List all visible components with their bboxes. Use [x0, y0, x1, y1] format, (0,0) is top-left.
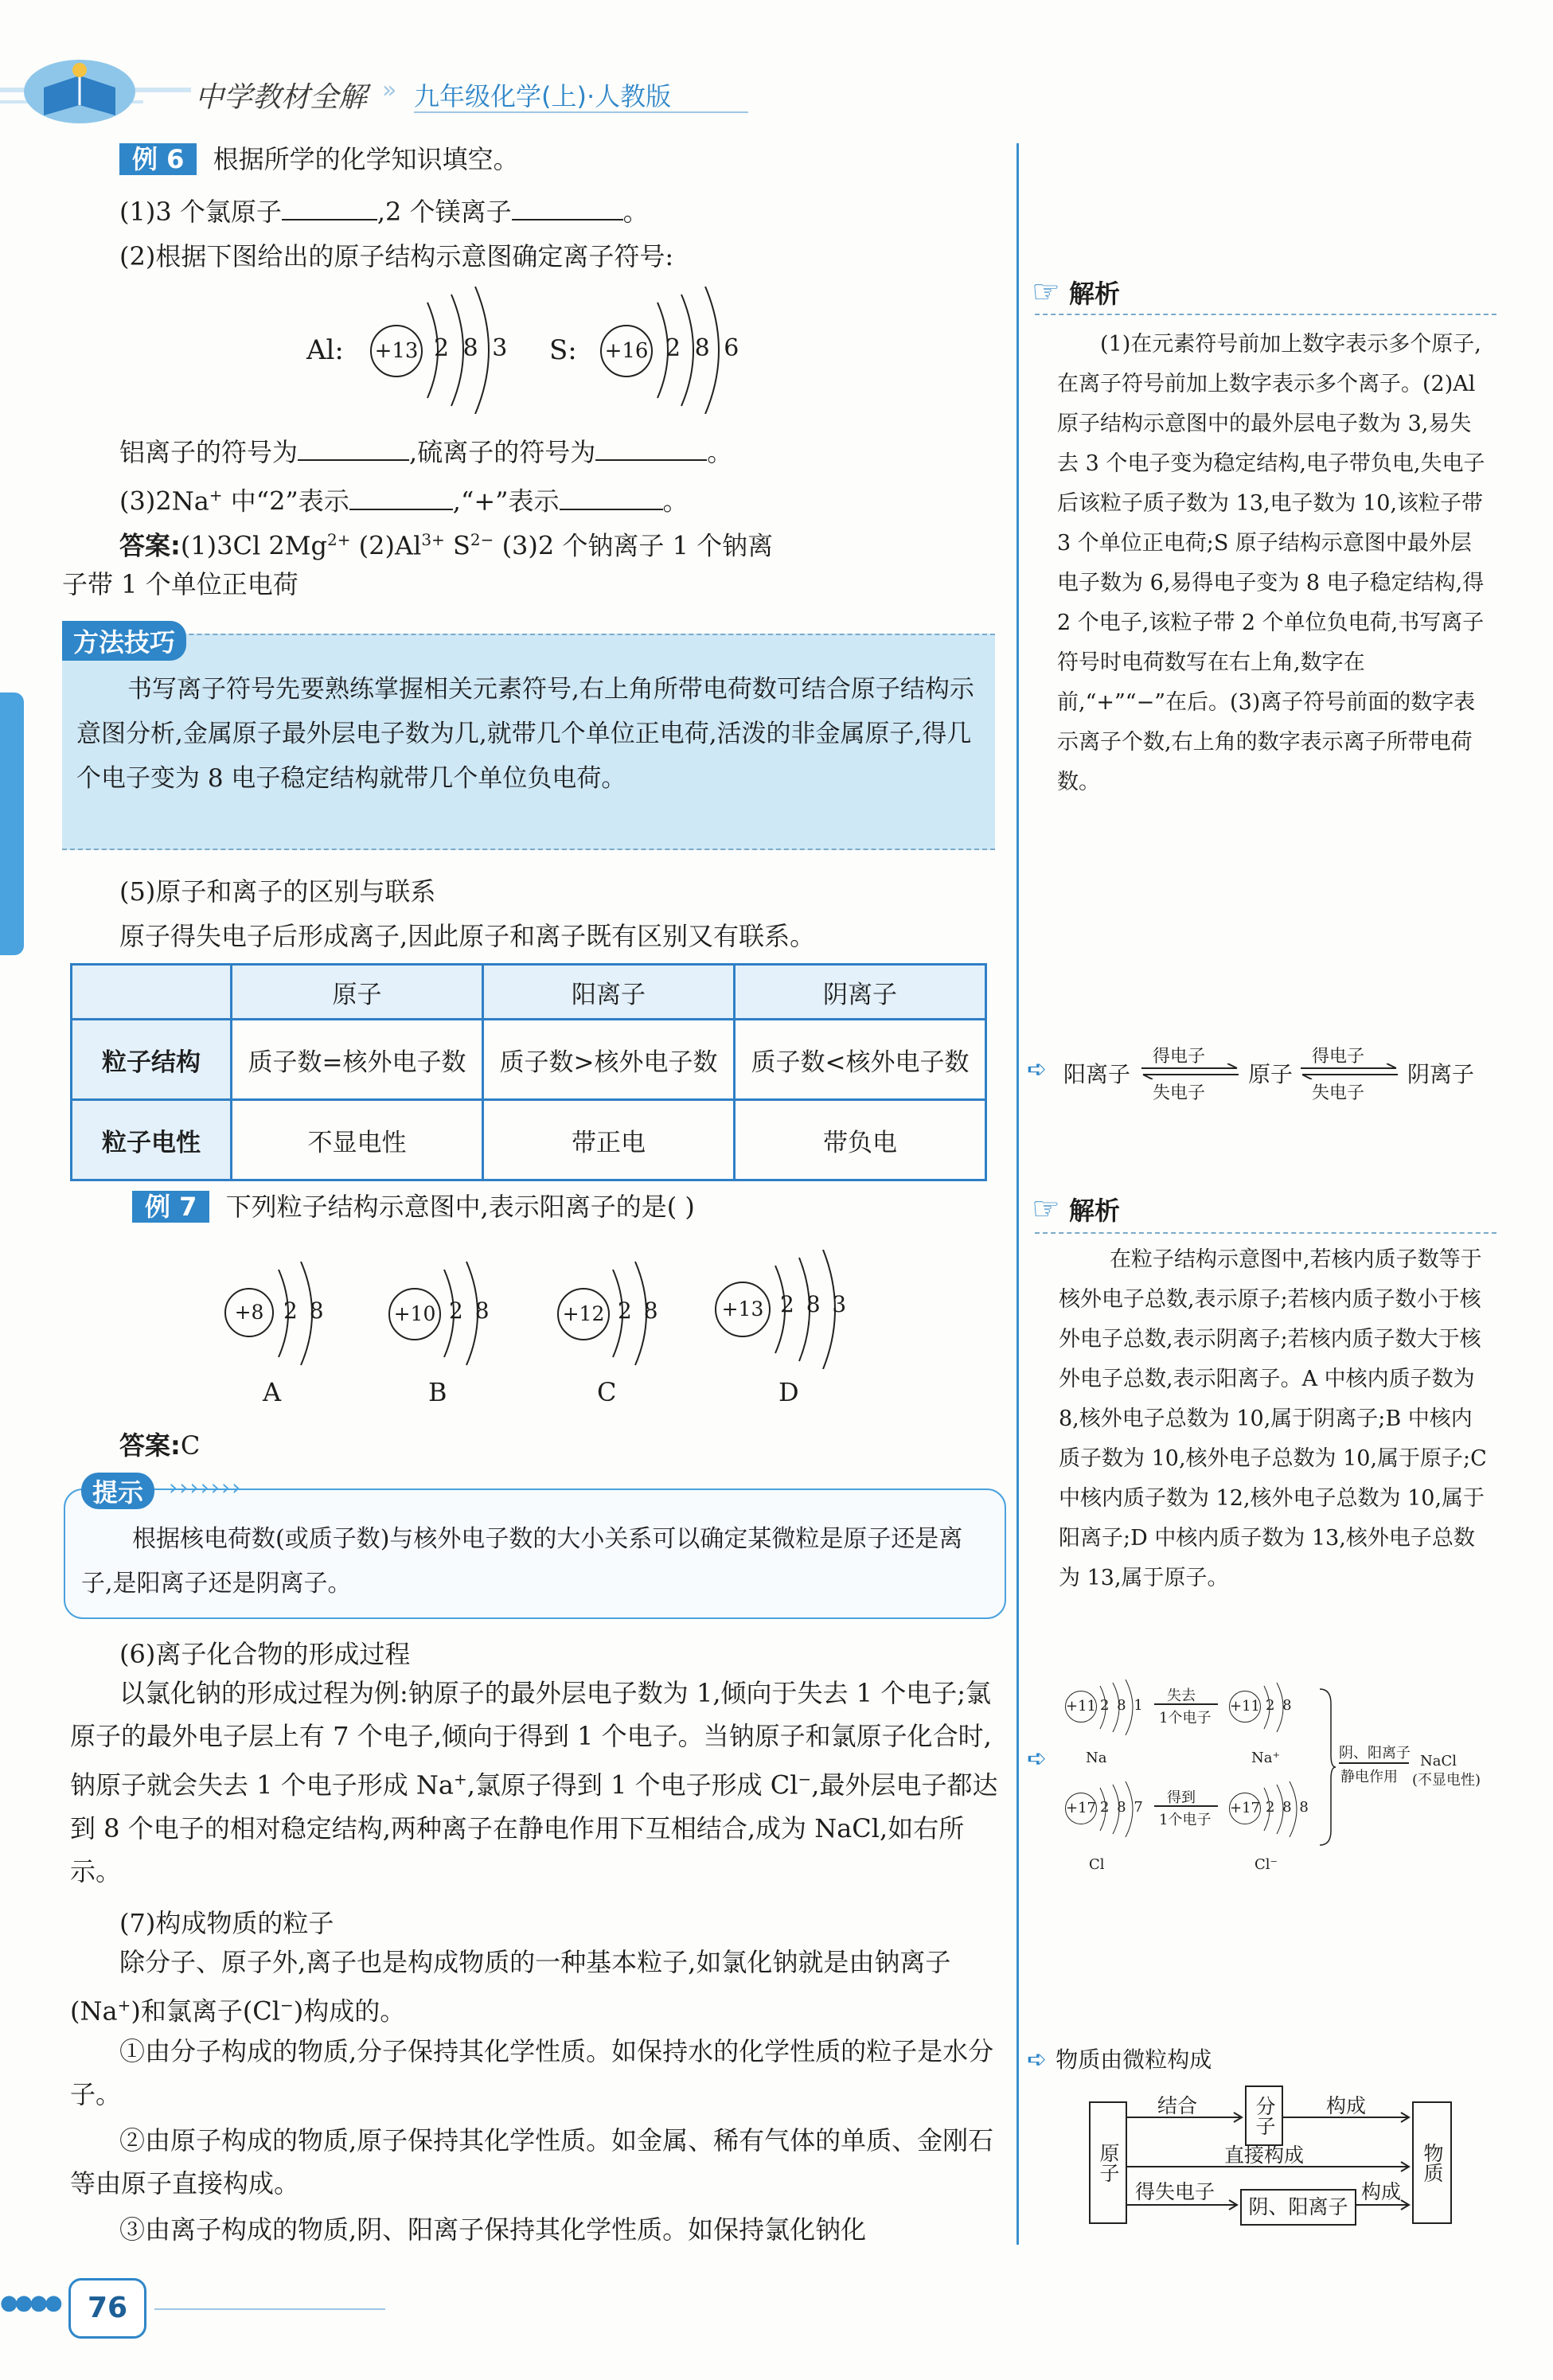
method-body: 书写离子符号先要熟练掌握相关元素符号,右上角所带电荷数可结合原子结构示意图分析,金属原子最外层电子数为几,就带几个单位正电荷,活泼的非金属原子,得几个电子变为 8 电子稳定结构就带几个单位负电荷。 [76, 675, 974, 793]
table-cell: 粒子结构 [72, 1020, 232, 1100]
blank[interactable] [282, 219, 377, 220]
ex6-answer-cont: 子带 1 个单位正电荷 [62, 569, 299, 599]
sec7-title: (7)构成物质的粒子 [119, 1908, 334, 1938]
ex6-tag: 例 6 [119, 143, 197, 175]
header-series: 中学教材全解 [195, 81, 368, 114]
pointing-hand-icon: ☞ [1032, 274, 1060, 310]
option-d[interactable]: +13 2 8 3 D [715, 1258, 922, 1417]
sec7-p2: ②由原子构成的物质,原子保持其化学性质。如金属、稀有气体的单质、金刚石等由原子直接构成。 [70, 2125, 994, 2199]
side1-rule [1035, 314, 1496, 315]
side5-heading: ➪ 物质由微粒构成 [1027, 2046, 1212, 2074]
table-cell: 原子 [232, 965, 483, 1020]
ex6-q1: (1)3 个氯原子 ,2 个镁离子 。 [119, 197, 649, 227]
sec6-title: (6)离子化合物的形成过程 [119, 1639, 411, 1669]
nacl-formation-diagram: ➪ +11 2 8 1 Na 失去 1个电子 +11 2 8 Na⁺ +17 2 8 7 Cl 得到 1个电子 +17 2 8 8 Cl⁻ 阴、阳离子 静电作用 NaCl (不显电性) [1027, 1680, 1504, 1879]
arrow-marker-icon: ➪ [1027, 1055, 1048, 1083]
method-box [62, 627, 995, 850]
blank[interactable] [560, 509, 663, 510]
option-letter: C [597, 1377, 617, 1407]
footer-dots: ●●●● [0, 2291, 60, 2315]
column-divider [1016, 143, 1019, 2245]
hint-box [64, 1474, 1006, 1619]
sec7-body: 除分子、原子外,离子也是构成物质的一种基本粒子,如氯化钠就是由钠离子(Na+)和氯离子(Cl−)构成的。 [70, 1947, 951, 2027]
box-molecule: 分子 [1245, 2085, 1283, 2146]
box-matter: 物质 [1412, 2101, 1452, 2224]
arrow-marker-icon: ➪ [1027, 2046, 1048, 2074]
s-atom-diagram: S: +16 2 8 6 [549, 287, 780, 414]
reversible-arrow-icon [1138, 1063, 1242, 1079]
comparison-table [70, 963, 987, 1181]
footer-rule [154, 2308, 385, 2310]
ex7-options [215, 1258, 931, 1417]
ex6-q2b: 铝离子的符号为 ,硫离子的符号为 。 [119, 437, 733, 467]
option-letter: B [428, 1377, 447, 1407]
side3-rule [1035, 1232, 1496, 1234]
option-a[interactable]: +8 2 8 A [215, 1258, 374, 1417]
matter-composition-diagram: 原子 分子 物质 阴、阳离子 结合 构成 直接构成 得失电子 构成 [1089, 2085, 1455, 2245]
option-b[interactable]: +10 2 8 B [380, 1258, 540, 1417]
table-cell [72, 965, 232, 1020]
blank[interactable] [595, 459, 707, 461]
blank[interactable] [298, 459, 409, 461]
s-nucleus: +16 [600, 325, 653, 377]
table-header-row [72, 965, 986, 1020]
hint-arrows: ››››››› [169, 1474, 243, 1500]
side1-body: (1)在元素符号前加上数字表示多个原子,在离子符号前加上数字表示多个离子。(2)Al 原子结构示意图中的最外层电子数为 3,易失去 3 个电子变为稳定结构,电子带负电,失电子后该粒子质子数为 13,电子数为 10,该粒子带 3 个单位正电荷;S 原子结构示意图中最外层电子数为 6,易得电子变为 8 电子稳定结构,得 2 个电子,该粒子带 2 个单位负电荷,书写离子符号时电荷数写在右上角,数字在前,“+”“−”在后。(3)离子符号前面的数字表示离子个数,右上角的数字表示离子所带电荷数。 [1057, 332, 1485, 794]
footer [0, 2277, 1553, 2380]
method-title: 方法技巧 [62, 621, 186, 661]
ex6-heading [119, 143, 519, 175]
hint-body: 根据核电荷数(或质子数)与核外电子数的大小关系可以确定某微粒是原子还是离子,是阳离子还是阴离子。 [81, 1525, 963, 1598]
ex6-q3: (3)2Na+ 中“2”表示 ,“+”表示 。 [119, 486, 689, 517]
sec6-body: 以氯化钠的形成过程为例:钠原子的最外层电子数为 1,倾向于失去 1 个电子;氯原子的最外电子层上有 7 个电子,倾向于得到 1 个电子。当钠原子和氯原子化合时,钠原子就会失去 1 个电子形成 Na+,氯原子得到 1 个电子形成 Cl−,最外层电子都达到 8 个电子的相对稳定结构,两种离子在静电作用下互相结合,成为 NaCl,如右所示。 [70, 1678, 998, 1886]
page-number: 76 [68, 2278, 146, 2339]
table-cell: 带正电 [483, 1100, 735, 1180]
sec5-intro: 原子得失电子后形成离子,因此原子和离子既有区别又有联系。 [119, 921, 816, 951]
ex7-heading [132, 1191, 695, 1223]
reversible-arrow-icon [1297, 1063, 1401, 1079]
table-row [72, 1100, 986, 1180]
chapter-side-tab [0, 693, 24, 955]
option-c[interactable]: +12 2 8 C [549, 1258, 708, 1417]
ex6-answer: 答案:(1)3Cl $2Mg^{2+}$ $(2)Al^{3+}$ $S^{2-}$ (3)2 个钠离子 1 个钠离 [119, 530, 774, 561]
pointing-hand-icon: ☞ [1032, 1191, 1060, 1227]
sec7-p3: ③由离子构成的物质,阴、阳离子保持其化学性质。如保持氯化钠化 [119, 2214, 867, 2245]
al-nucleus: +13 [370, 325, 423, 377]
bracket-icon [1318, 1687, 1337, 1847]
al-atom-diagram: Al: +13 2 8 3 [306, 287, 537, 414]
ex7-title: 下列粒子结构示意图中,表示阳离子的是( ) [225, 1192, 695, 1222]
table-cell: 质子数=核外电子数 [232, 1020, 483, 1100]
side3-heading: ☞ 解析 [1032, 1191, 1120, 1227]
table-cell: 阴离子 [735, 965, 986, 1020]
ex7-tag: 例 7 [132, 1191, 209, 1223]
table-cell: 带负电 [735, 1100, 986, 1180]
side3-body: 在粒子结构示意图中,若核内质子数等于核外电子总数,表示原子;若核内质子数小于核外电子总数,表示阴离子;若核内质子数大于核外电子总数,表示阳离子。A 中核内质子数为 8,核外电子总数为 10,属于阴离子;B 中核内质子数为 10,核外电子总数为 10,属于原子;C 中核内质子数为 12,核外电子总数为 10,属于阳离子;D 中核内质子数为 13,核外电子总数为 13,属于原子。 [1059, 1247, 1487, 1590]
box-ions: 阴、阳离子 [1240, 2189, 1356, 2226]
sec7-p1: ①由分子构成的物质,分子保持其化学性质。如保持水的化学性质的粒子是水分子。 [70, 2036, 994, 2109]
option-letter: D [778, 1377, 799, 1407]
hint-title: 提示 [81, 1473, 154, 1509]
ex6-title: 根据所学的化学知识填空。 [213, 144, 519, 174]
arrow-marker-icon: ➪ [1027, 1745, 1048, 1773]
table-cell: 粒子电性 [72, 1100, 232, 1180]
header-rule [414, 111, 748, 113]
table-cell: 质子数>核外电子数 [483, 1020, 735, 1100]
side1-heading: ☞ 解析 [1032, 274, 1120, 310]
ex6-q2: (2)根据下图给出的原子结构示意图确定离子符号: [119, 241, 674, 271]
option-letter: A [263, 1377, 282, 1407]
header-bar [0, 0, 1553, 127]
ex7-answer: 答案:C [119, 1430, 201, 1461]
book-logo-icon [0, 48, 191, 135]
box-atom: 原子 [1089, 2101, 1127, 2224]
blank[interactable] [349, 509, 453, 510]
header-arrows: » [382, 76, 397, 104]
blank[interactable] [512, 219, 623, 220]
table-cell: 质子数<核外电子数 [735, 1020, 986, 1100]
sec5-title: (5)原子和离子的区别与联系 [119, 876, 436, 907]
table-cell: 不显电性 [232, 1100, 483, 1180]
header-subtitle: 九年级化学(上)·人教版 [414, 81, 672, 111]
table-row [72, 1020, 986, 1100]
ion-conversion-diagram: ➪ 阳离子 得电子 失电子 原子 得电子 失电子 阴离子 [1027, 1047, 1475, 1103]
table-cell: 阳离子 [483, 965, 735, 1020]
